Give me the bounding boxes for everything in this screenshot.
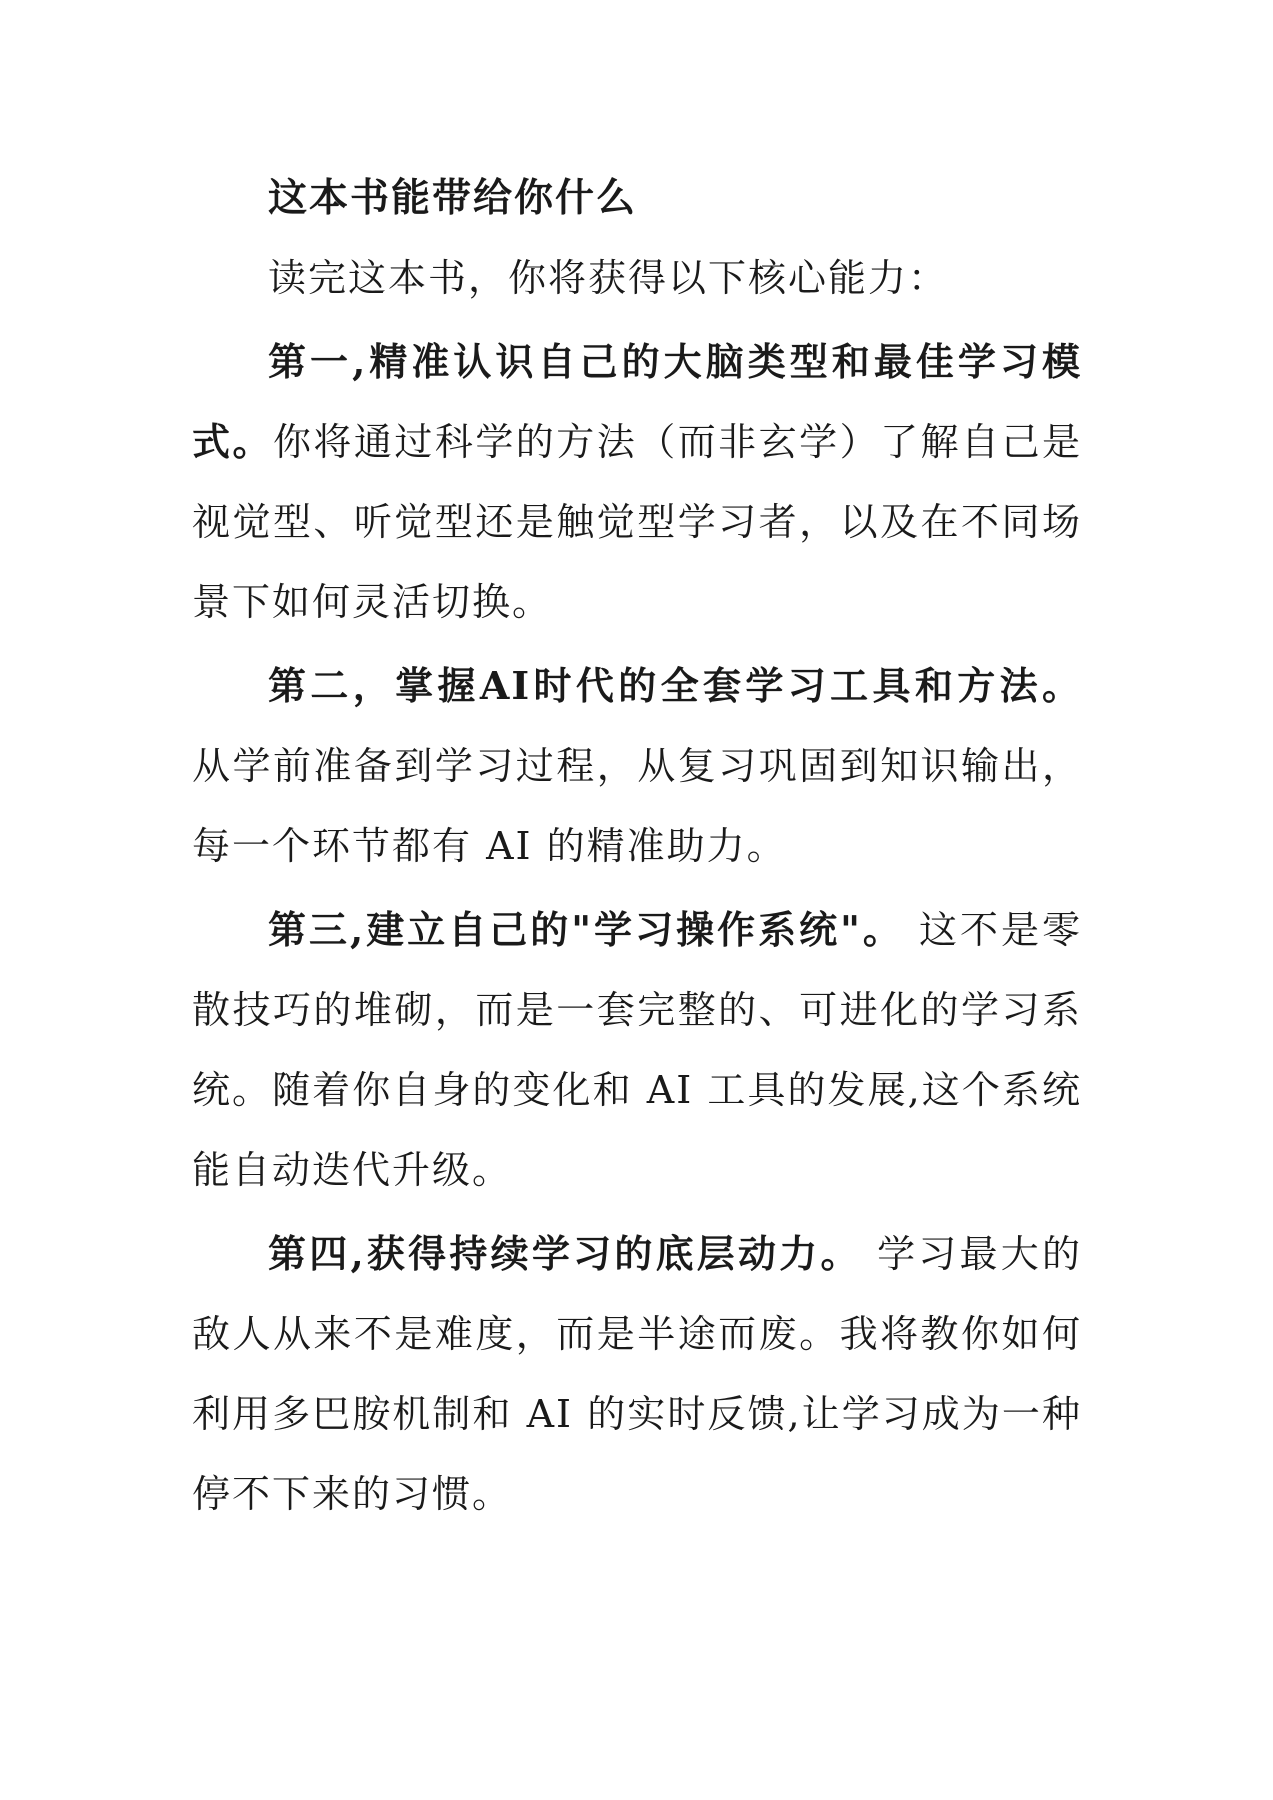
point-paragraph-3 <box>192 890 1082 1210</box>
section-title: 这本书能带给你什么 <box>268 175 638 221</box>
point-paragraph-1 <box>192 322 1082 642</box>
point-body: 从学前准备到学习过程，从复习巩固到知识输出，每一个环节都有 AI 的精准助力。 <box>192 744 1082 868</box>
document-body <box>192 158 1082 1538</box>
point-body: 这不是零散技巧的堆砌，而是一套完整的、可进化的学习系统。随着你自身的变化和 AI 工具的发展,这个系统能自动迭代升级。 <box>192 908 1082 1192</box>
intro-paragraph: 读完这本书，你将获得以下核心能力： <box>268 256 949 300</box>
point-paragraph-4 <box>192 1214 1082 1534</box>
point-lead: 第四,获得持续学习的底层动力。 <box>268 1231 862 1276</box>
point-paragraph-2 <box>192 646 1082 886</box>
point-lead: 第一,精准认识自己的大脑类型和最佳学习模式。 <box>192 339 1082 464</box>
point-body: 你将通过科学的方法（而非玄学）了解自己是视觉型、听觉型还是触觉型学习者，以及在不同场景下如何灵活切换。 <box>192 420 1082 624</box>
point-body: 学习最大的敌人从来不是难度，而是半途而废。我将教你如何利用多巴胺机制和 AI 的实时反馈,让学习成为一种停不下来的习惯。 <box>192 1232 1082 1516</box>
point-lead: 第二，掌握AI时代的全套学习工具和方法。 <box>268 663 1082 708</box>
point-lead: 第三,建立自己的"学习操作系统"。 <box>268 907 904 952</box>
